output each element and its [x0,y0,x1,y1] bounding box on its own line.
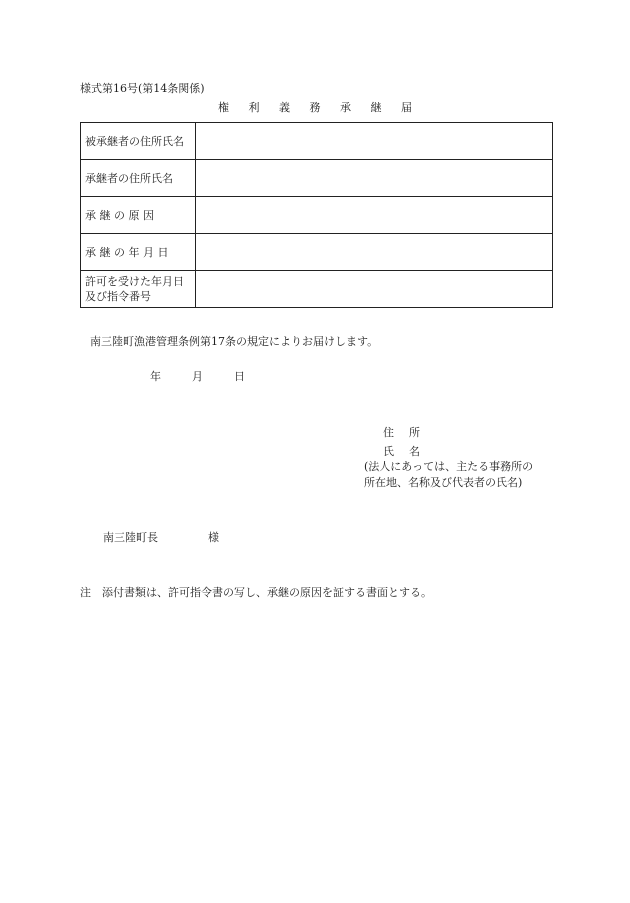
row-label-permit [81,271,196,308]
permit-label-line2: 及び指令番号 [85,290,151,303]
name-label: 氏 名 [383,445,422,458]
date-year: 年 [150,370,161,383]
corporation-note [364,459,533,491]
form-table [80,122,553,308]
table-row [81,234,553,271]
row-value-permit [196,271,553,308]
statement-text: 南三陸町漁港管理条例第17条の規定によりお届けします。 [90,335,379,348]
row-label-predecessor: 被承継者の住所氏名 [81,123,196,160]
row-label-succession-date: 承 継 の 年 月 日 [81,234,196,271]
row-value-succession-date [196,234,553,271]
address-label: 住 所 [383,426,422,439]
row-value-successor [196,160,553,197]
corporation-note-line1: (法人にあっては、主たる事務所の [364,460,534,473]
table-row [81,160,553,197]
corporation-note-line2: 所在地、名称及び代表者の氏名) [364,476,523,489]
row-label-successor: 承継者の住所氏名 [81,160,196,197]
table-row [81,197,553,234]
form-number: 様式第16号(第14条関係) [80,82,205,95]
date-month: 月 [192,370,203,383]
row-label-cause: 承 継 の 原 因 [81,197,196,234]
addressee-honorific: 様 [208,531,219,544]
table-row [81,123,553,160]
row-value-cause [196,197,553,234]
addressee-mayor: 南三陸町長 [103,531,158,544]
permit-label-line1: 許可を受けた年月日 [85,275,184,288]
date-line [150,368,245,384]
row-value-predecessor [196,123,553,160]
document-title: 権 利 義 務 承 継 届 [218,101,420,114]
table-row [81,271,553,308]
date-day: 日 [234,370,245,383]
footnote: 注 添付書類は、許可指令書の写し、承継の原因を証する書面とする。 [80,586,432,599]
